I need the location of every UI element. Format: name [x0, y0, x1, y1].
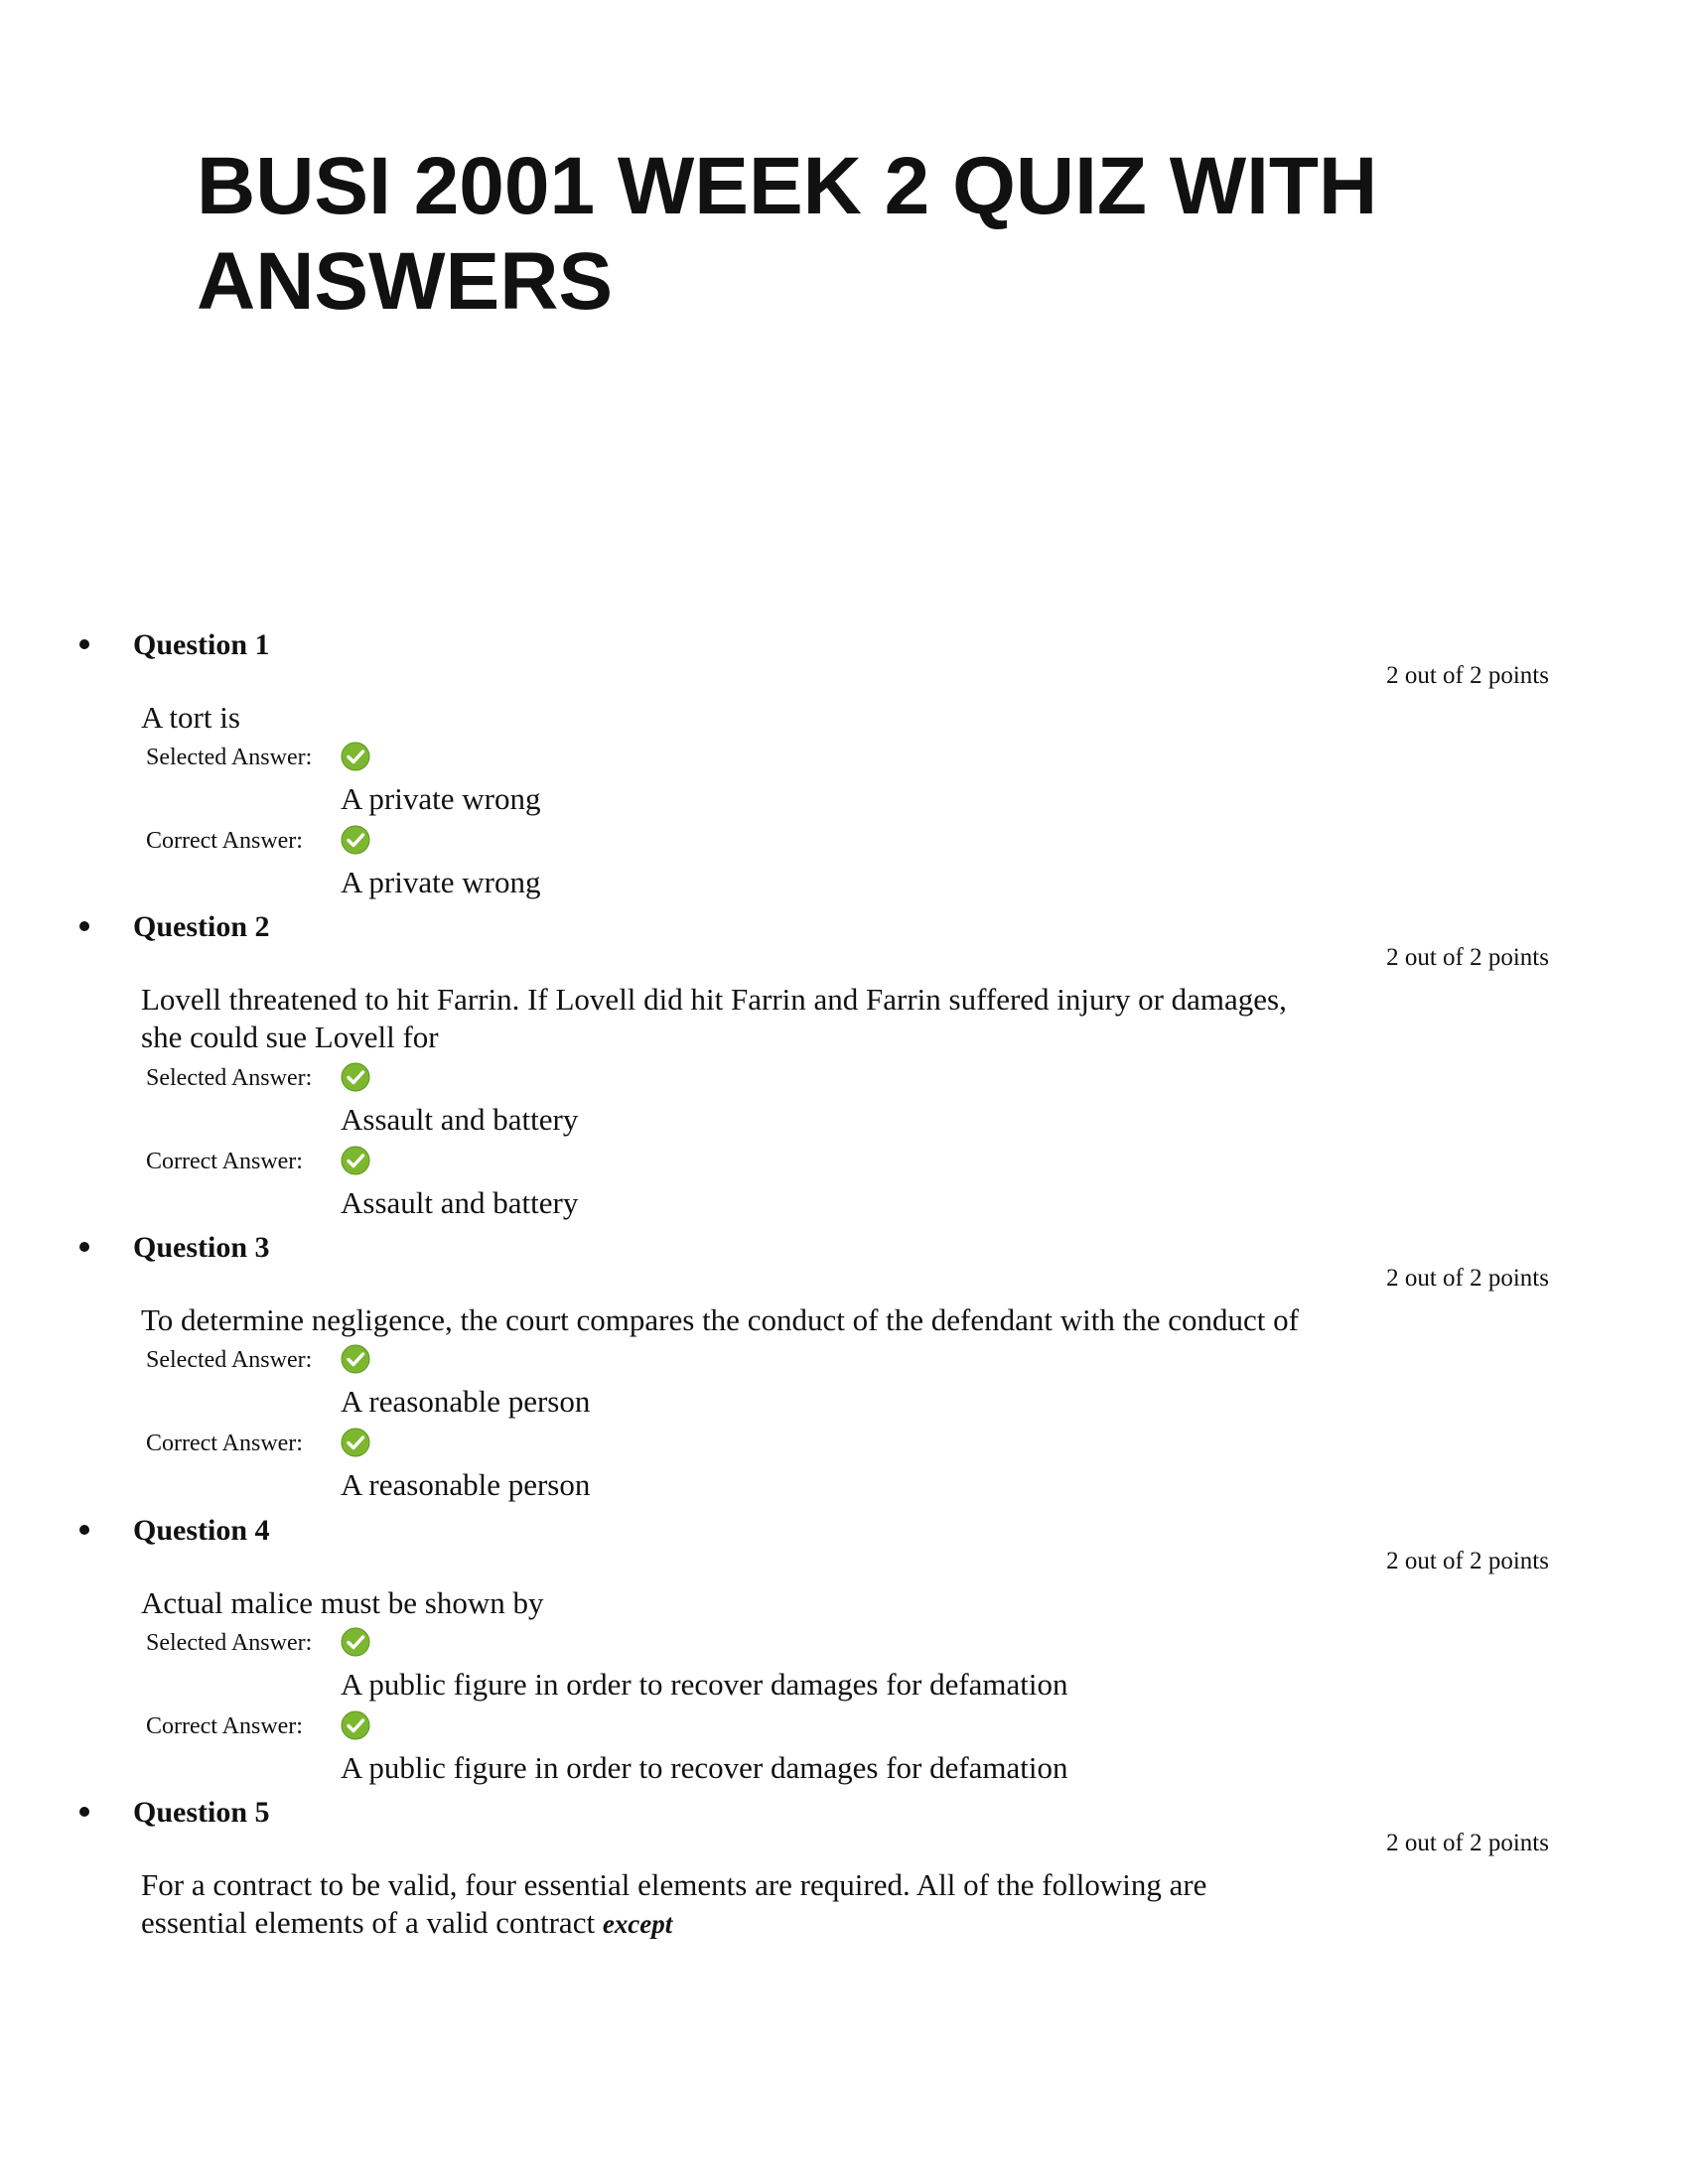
question-text-line: For a contract to be valid, four essential elements are required. All of the following are: [141, 1867, 1207, 1902]
question-points: 2 out of 2 points: [1386, 662, 1549, 689]
question-heading: Question 1: [133, 628, 270, 661]
question-emphasis: except: [602, 1909, 673, 1939]
bullet-icon: [79, 1242, 89, 1252]
selected-answer-value: A public figure in order to recover damages for defamation: [341, 1667, 1068, 1702]
question-points: 2 out of 2 points: [1386, 1830, 1549, 1856]
question-heading: Question 3: [133, 1231, 270, 1264]
selected-answer-label: Selected Answer:: [146, 1630, 313, 1656]
selected-answer-value: A private wrong: [341, 781, 541, 816]
correct-answer-label: Correct Answer:: [146, 1431, 303, 1456]
checkmark-circle-icon: [341, 1627, 370, 1657]
bullet-icon: [79, 639, 89, 649]
correct-answer-value: A private wrong: [341, 865, 541, 899]
checkmark-circle-icon: [341, 1428, 370, 1457]
correct-answer-value: A reasonable person: [341, 1467, 591, 1502]
selected-answer-value: A reasonable person: [341, 1384, 591, 1419]
correct-answer-label: Correct Answer:: [146, 1149, 303, 1174]
question-text-line: Lovell threatened to hit Farrin. If Lovell did hit Farrin and Farrin suffered injury or damages,: [141, 982, 1287, 1017]
question-text-line: she could sue Lovell for: [141, 1020, 439, 1054]
checkmark-circle-icon: [341, 1062, 370, 1092]
checkmark-circle-icon: [341, 1344, 370, 1374]
bullet-icon: [79, 1525, 89, 1535]
selected-answer-label: Selected Answer:: [146, 1347, 313, 1373]
question-points: 2 out of 2 points: [1386, 1548, 1549, 1574]
checkmark-circle-icon: [341, 825, 370, 855]
question-points: 2 out of 2 points: [1386, 1265, 1549, 1292]
correct-answer-label: Correct Answer:: [146, 1713, 303, 1739]
question-text-line: [141, 1904, 1392, 1943]
selected-answer-label: Selected Answer:: [146, 1065, 313, 1091]
checkmark-circle-icon: [341, 742, 370, 771]
question-text-segment: essential elements of a valid contract: [141, 1905, 603, 1940]
question-text: [141, 981, 1392, 1056]
question-points: 2 out of 2 points: [1386, 944, 1549, 971]
question-text: [141, 1866, 1392, 1943]
bullet-icon: [79, 921, 89, 931]
correct-answer-label: Correct Answer:: [146, 828, 303, 854]
selected-answer-label: Selected Answer:: [146, 745, 313, 770]
bullet-icon: [79, 1807, 89, 1817]
question-text: Actual malice must be shown by: [141, 1585, 544, 1620]
checkmark-circle-icon: [341, 1710, 370, 1740]
checkmark-circle-icon: [341, 1146, 370, 1175]
correct-answer-value: Assault and battery: [341, 1185, 579, 1220]
question-text: To determine negligence, the court compares the conduct of the defendant with the conduct of: [141, 1302, 1299, 1337]
page-title: BUSI 2001 WEEK 2 QUIZ WITH ANSWERS: [197, 141, 1378, 327]
selected-answer-value: Assault and battery: [341, 1102, 579, 1137]
correct-answer-value: A public figure in order to recover damages for defamation: [341, 1750, 1068, 1785]
question-heading: Question 4: [133, 1514, 270, 1547]
question-heading: Question 5: [133, 1796, 270, 1829]
question-heading: Question 2: [133, 910, 270, 943]
question-text: A tort is: [141, 700, 240, 735]
